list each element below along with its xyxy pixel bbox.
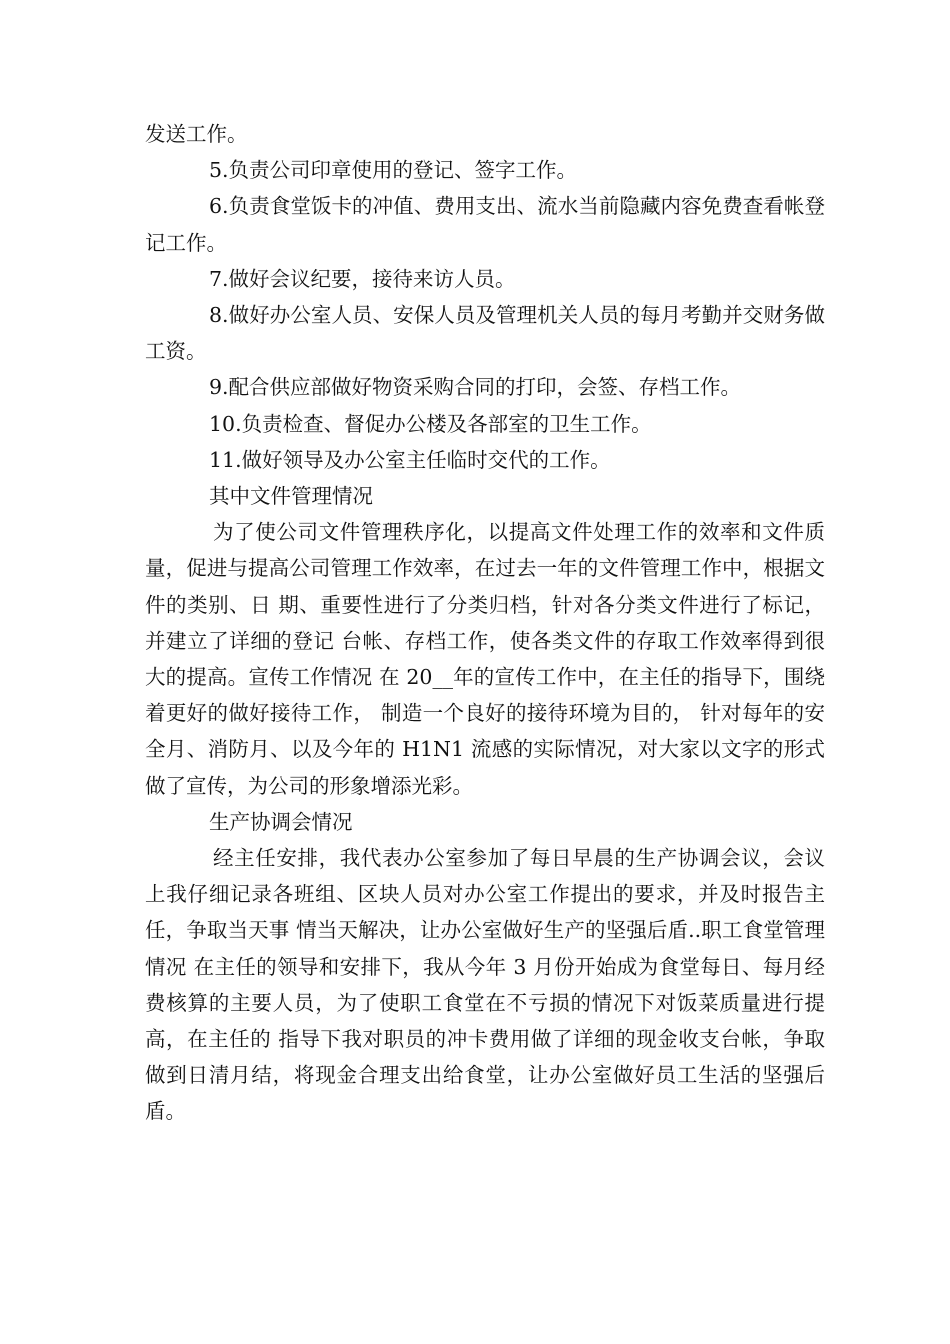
- list-item-5: 5.负责公司印章使用的登记、签字工作。: [209, 158, 578, 183]
- paragraph-production-meeting: 经主任安排，我代表办公室参加了每日早晨的生产协调会议，会议上我仔细记录各班组、区块人员对办公室工作提出的要求，并及时报告主任，争取当天事 情当天解决，让办公室做好生产的坚强后盾..职工食堂管理情况 在主任的领导和安排下，我从今年 3 月份开始成为食堂每日、每月经费核算的主要人员，为了使职工食堂在不亏损的情况下对饭菜质量进行提高，在主任的 指导下我对职员的冲卡费用做了详细的现金收支台帐，争取做到日清月结，将现金合理支出给食堂，让办公室做好员工生活的坚强后盾。: [145, 846, 825, 1124]
- list-item-10: 10.负责检查、督促办公楼及各部室的卫生工作。: [209, 411, 652, 436]
- list-item-6: 6.负责食堂饭卡的冲值、费用支出、流水当前隐藏内容免费查看帐登记工作。: [145, 194, 825, 255]
- list-item-9: 9.配合供应部做好物资采购合同的打印，会签、存档工作。: [209, 375, 742, 400]
- list-item-7: 7.做好会议纪要，接待来访人员。: [209, 266, 516, 291]
- list-item-11: 11.做好领导及办公室主任临时交代的工作。: [209, 447, 611, 472]
- document-body: [145, 116, 825, 1130]
- list-item-8: 8.做好办公室人员、安保人员及管理机关人员的每月考勤并交财务做工资。: [145, 303, 825, 364]
- continued-paragraph: 发送工作。: [145, 122, 248, 146]
- section-heading-file-management: 其中文件管理情况: [209, 484, 373, 509]
- section-heading-production-meeting: 生产协调会情况: [209, 809, 353, 834]
- paragraph-file-management: 为了使公司文件管理秩序化，以提高文件处理工作的效率和文件质量，促进与提高公司管理工作效率，在过去一年的文件管理工作中，根据文件的类别、日 期、重要性进行了分类归档，针对各分类文件进行了标记，并建立了详细的登记 台帐、存档工作，使各类文件的存取工作效率得到很大的提高。宣传工作情况 在 20__年的宣传工作中，在主任的指导下，围绕着更好的做好接待工作， 制造一个良好的接待环境为目的， 针对每年的安全月、消防月、以及今年的 H1N1 流感的实际情况，对大家以文字的形式做了宣传，为公司的形象增添光彩。: [145, 520, 825, 798]
